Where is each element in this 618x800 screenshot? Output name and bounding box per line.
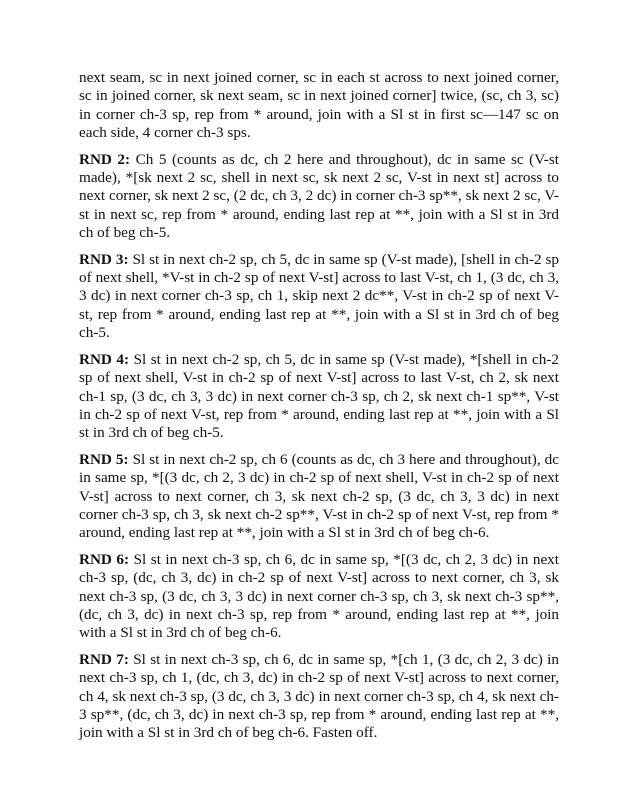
pattern-document bbox=[79, 69, 559, 751]
round-2-text: Ch 5 (counts as dc, ch 2 here and throughout), dc in same sc (V-st made), *[sk next 2 sc, shell in next sc, sk next 2 sc, V-st in next st] across to next corner, sk next 2 sc, (2 dc, ch 3, 2 dc) in corner ch-3 sp**, sk next 2 sc, V-st in next sc, rep from * around, ending last rep at **, join with a Sl st in 3rd ch of beg ch-5. bbox=[79, 150, 559, 241]
round-3-paragraph bbox=[79, 251, 559, 342]
round-5-paragraph bbox=[79, 451, 559, 542]
round-5-text: Sl st in next ch-2 sp, ch 6 (counts as dc, ch 3 here and throughout), dc in same sp, *[(3 dc, ch 2, 3 dc) in ch-2 sp of next shell, V-st in ch-2 sp of next V-st] across to next corner, ch 3, sk next ch-2 sp, (3 dc, ch 3, 3 dc) in next corner ch-3 sp, ch 3, sk next ch-2 sp**, V-st in ch-2 sp of next V-st, rep from * around, ending last rep at **, join with a Sl st in 3rd ch of beg ch-6. bbox=[79, 451, 559, 542]
round-6-text: Sl st in next ch-3 sp, ch 6, dc in same sp, *[(3 dc, ch 2, 3 dc) in next ch-3 sp, (dc, ch 3, dc) in ch-2 sp of next V-st] across to next corner, ch 3, sk next ch-3 sp, (3 dc, ch 3, 3 dc) in next corner ch-3 sp, ch 3, sk next ch-3 sp**, (dc, ch 3, dc) in next ch-3 sp, rep from * around, ending last rep at **, join with a Sl st in 3rd ch of beg ch-6. bbox=[79, 551, 559, 642]
round-3-text: Sl st in next ch-2 sp, ch 5, dc in same sp (V-st made), [shell in ch-2 sp of next shell, *V-st in ch-2 sp of next V-st] across to last V-st, ch 1, (3 dc, ch 3, 3 dc) in next corner ch-3 sp, ch 1, skip next 2 dc**, V-st in ch-2 sp of next V-st, rep from * around, ending last rep at **, join with a Sl st in 3rd ch of beg ch-5. bbox=[79, 250, 559, 342]
round-4-label: RND 4: bbox=[79, 350, 130, 368]
round-7-paragraph bbox=[79, 651, 559, 742]
round-4-text: Sl st in next ch-2 sp, ch 5, dc in same sp (V-st made), *[shell in ch-2 sp of next shell, V-st in ch-2 sp of next V-st] across to last V-st, ch 2, sk next ch-1 sp, (3 dc, ch 3, 3 dc) in next corner ch-3 sp, ch 2, sk next ch-1 sp**, V-st in ch-2 sp of next V-st, rep from * around, ending last rep at **, join with a Sl st in 3rd ch of beg ch-5. bbox=[79, 350, 559, 442]
round-3-label: RND 3: bbox=[79, 250, 129, 268]
round-2-label: RND 2: bbox=[79, 150, 131, 168]
round-7-text: Sl st in next ch-3 sp, ch 6, dc in same sp, *[ch 1, (3 dc, ch 2, 3 dc) in next ch-3 sp, ch 1, (dc, ch 3, dc) in ch-2 sp of next V-st] across to next corner, ch 4, sk next ch-3 sp, (3 dc, ch 3, 3 dc) in next corner ch-3 sp, ch 4, sk next ch-3 sp**, (dc, ch 3, dc) in next ch-3 sp, rep from * around, ending last rep at **, join with a Sl st in 3rd ch of beg ch-6. Fasten off. bbox=[79, 651, 559, 742]
round-6-label: RND 6: bbox=[79, 551, 130, 569]
round-7-label: RND 7: bbox=[79, 651, 129, 669]
round-6-paragraph bbox=[79, 551, 559, 642]
intro-paragraph: next seam, sc in next joined corner, sc in each st across to next joined corner, sc in joined corner, sk next seam, sc in next joined corner] twice, (sc, ch 3, sc) in corner ch-3 sp, rep from * around, join with a Sl st in first sc—147 sc on each side, 4 corner ch-3 sps. bbox=[79, 69, 559, 141]
round-5-label: RND 5: bbox=[79, 451, 129, 469]
round-4-paragraph bbox=[79, 351, 559, 442]
round-2-paragraph bbox=[79, 151, 559, 242]
